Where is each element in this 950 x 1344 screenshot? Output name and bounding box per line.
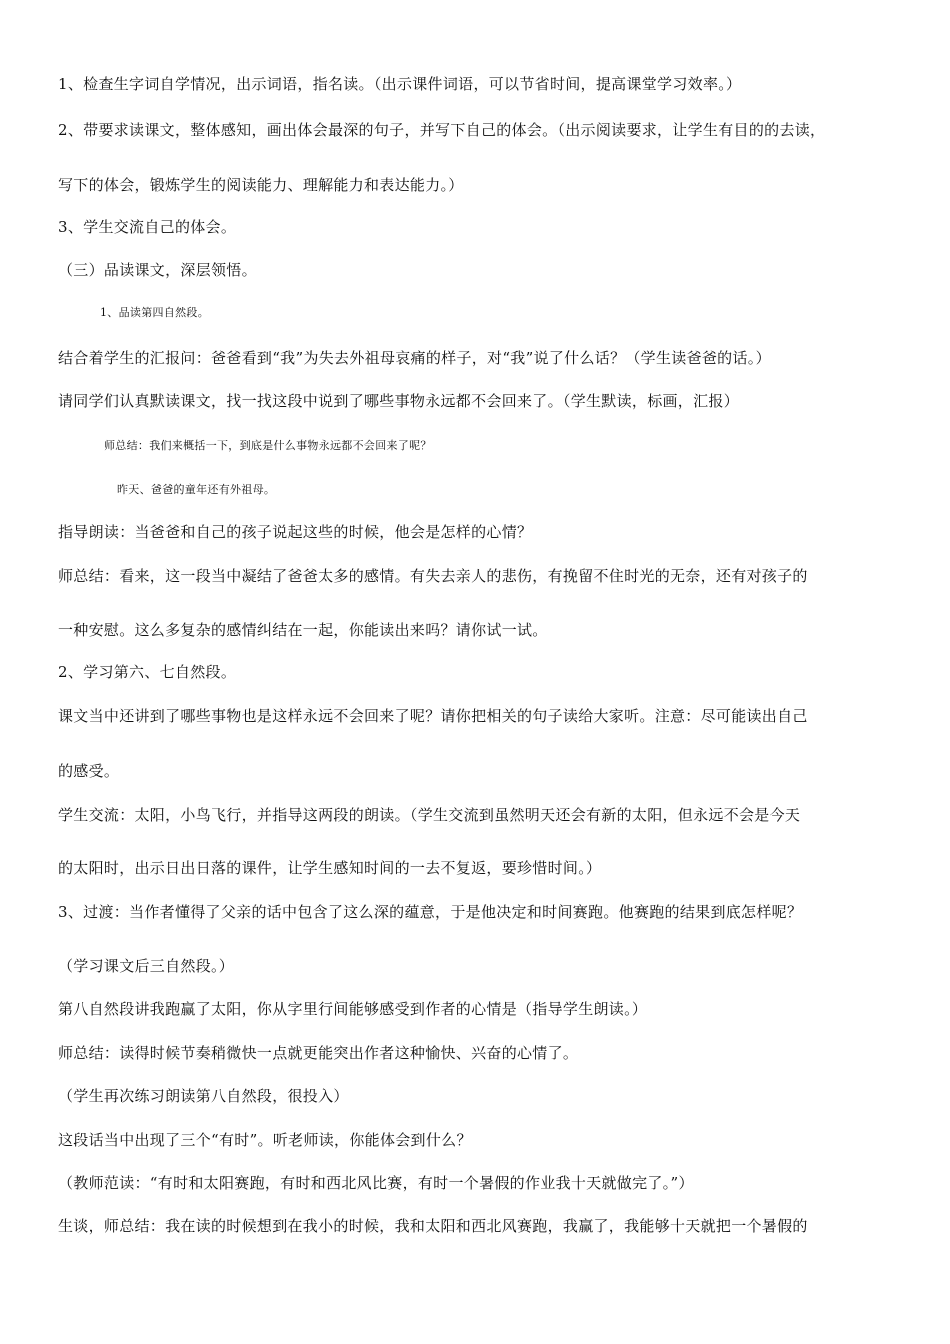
text-line-6: 1、品读第四自然段。: [100, 306, 209, 319]
section-heading: （三）品读课文，深层领悟。: [58, 261, 257, 279]
text-line-25: （教师范读：“有时和太阳赛跑，有时和西北风比赛，有时一个暑假的作业我十天就做完了。”）: [58, 1174, 694, 1192]
text-line-11: 指导朗读：当爸爸和自己的孩子说起这些的时候，他会是怎样的心情？: [58, 523, 533, 541]
text-line-14: 2、学习第六、七自然段。: [58, 663, 237, 681]
text-line-21: 第八自然段讲我跑赢了太阳，你从字里行间能够感受到作者的心情是（指导学生朗读。）: [58, 1000, 648, 1018]
text-line-18: 的太阳时，出示日出日落的课件，让学生感知时间的一去不复返，要珍惜时间。）: [58, 859, 602, 877]
text-line-1: 1、检查生字词自学情况，出示词语，指名读。（出示课件词语，可以节省时间，提高课堂学习效率。）: [58, 75, 742, 93]
text-line-23: （学生再次练习朗读第八自然段，很投入）: [58, 1087, 349, 1105]
text-line-19: 3、过渡：当作者懂得了父亲的话中包含了这么深的蕴意，于是他决定和时间赛跑。他赛跑的结果到底怎样呢？: [58, 903, 803, 921]
text-line-10: 昨天、爸爸的童年还有外祖母。: [117, 483, 276, 496]
text-line-13: 一种安慰。这么多复杂的感情纠结在一起，你能读出来吗？请你试一试。: [58, 621, 548, 639]
text-line-2: 2、带要求读课文，整体感知，画出体会最深的句子，并写下自己的体会。（出示阅读要求，让学生有目的的去读，: [58, 121, 826, 139]
text-line-17: 学生交流：太阳，小鸟飞行，并指导这两段的朗读。（学生交流到虽然明天还会有新的太阳，但永远不会是今天: [58, 806, 801, 824]
text-line-3: 写下的体会，锻炼学生的阅读能力、理解能力和表达能力。）: [58, 176, 464, 194]
text-line-24: 这段话当中出现了三个“有时”。听老师读，你能体会到什么？: [58, 1131, 472, 1149]
text-line-26: 生谈，师总结：我在读的时候想到在我小的时候，我和太阳和西北风赛跑，我赢了，我能够十天就把一个暑假的: [58, 1217, 808, 1235]
text-line-8: 请同学们认真默读课文，找一找这段中说到了哪些事物永远都不会回来了。（学生默读，标画，汇报）: [58, 392, 740, 410]
text-line-22: 师总结：读得时候节奏稍微快一点就更能突出作者这种愉快、兴奋的心情了。: [58, 1044, 579, 1062]
text-line-4: 3、学生交流自己的体会。: [58, 218, 237, 236]
text-line-20: （学习课文后三自然段。）: [58, 957, 235, 975]
text-line-9: 师总结：我们来概括一下，到底是什么事物永远都不会回来了呢？: [104, 439, 432, 452]
text-line-16: 的感受。: [58, 762, 120, 780]
text-line-7: 结合着学生的汇报问：爸爸看到“我”为失去外祖母哀痛的样子，对“我”说了什么话？（学生读爸爸的话。）: [58, 349, 771, 367]
text-line-12: 师总结：看来，这一段当中凝结了爸爸太多的感情。有失去亲人的悲伤，有挽留不住时光的无奈，还有对孩子的: [58, 567, 808, 585]
text-line-15: 课文当中还讲到了哪些事物也是这样永远不会回来了呢？请你把相关的句子读给大家听。注意：尽可能读出自己: [58, 707, 808, 725]
